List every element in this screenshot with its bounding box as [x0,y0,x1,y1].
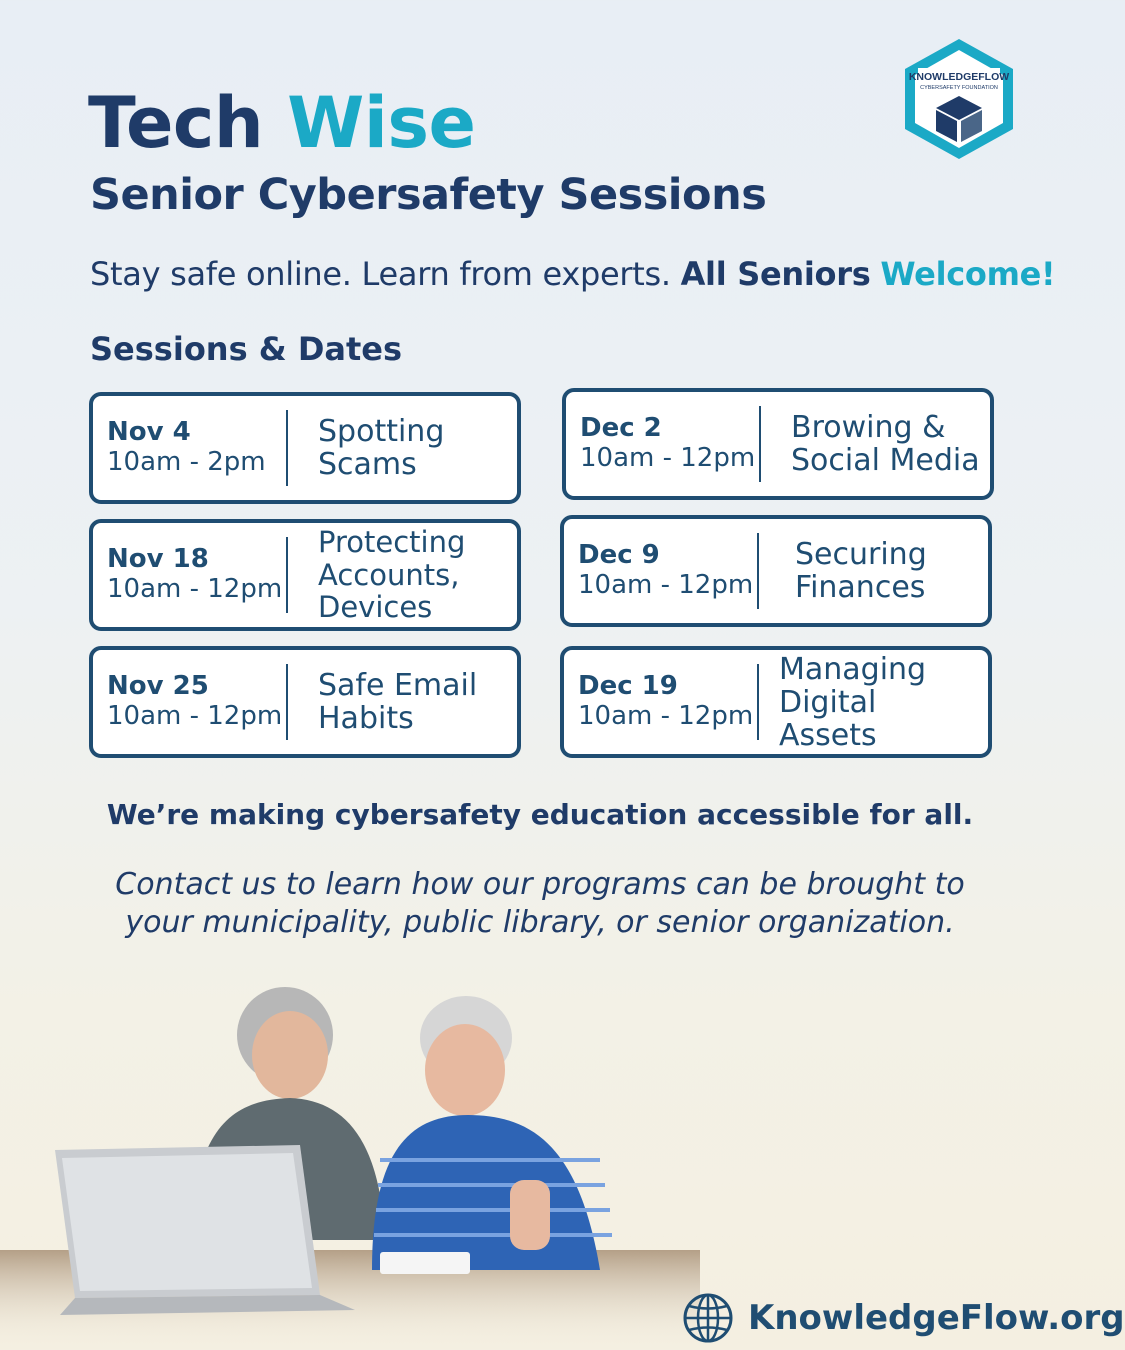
contact-line: Contact us to learn how our programs can be brought to [115,867,965,902]
knowledgeflow-logo [900,36,1018,162]
session-topic [288,415,517,481]
session-time: 10am - 2pm [107,447,266,477]
sessions-heading: Sessions & Dates [90,330,403,368]
session-time: 10am - 12pm [107,701,283,731]
session-topic-line: Protecting [318,524,466,559]
website-link[interactable]: KnowledgeFlow.org [748,1298,1125,1338]
title-accent: Wise [287,82,476,164]
session-topic [759,538,988,604]
session-when [93,410,288,486]
page-title [88,82,476,164]
session-when [566,406,761,482]
mission-statement: We’re making cybersafety education accessible for all. [106,798,974,831]
session-card [89,519,521,631]
session-date: Nov 25 [107,671,209,702]
session-date: Dec 2 [580,413,662,444]
tagline-text: Stay safe online. Learn from experts. [90,255,671,293]
globe-icon [682,1292,734,1344]
session-topic [761,411,990,477]
session-topic-line: Scams [318,447,417,482]
session-topic-line: Spotting [318,414,445,449]
tagline-bold: All Seniors [680,255,871,293]
session-topic [288,669,517,735]
session-topic-line: Finances [795,570,926,605]
seniors-laptop-photo [0,980,700,1350]
contact-text [0,866,1080,941]
session-time: 10am - 12pm [580,443,756,473]
page-subtitle: Senior Cybersafety Sessions [90,170,767,220]
session-card [560,646,992,758]
session-card [89,392,521,504]
session-date: Nov 18 [107,544,209,575]
session-time: 10am - 12pm [107,574,283,604]
session-topic-line: Social Media [791,443,980,478]
session-time: 10am - 12pm [578,701,754,731]
session-date: Dec 9 [578,540,660,571]
session-topic [759,653,988,752]
session-topic-line: Browing & [791,410,946,445]
session-when [93,664,288,740]
tagline [90,255,1055,293]
session-time: 10am - 12pm [578,570,754,600]
session-topic [288,526,517,624]
session-card [89,646,521,758]
session-date: Dec 19 [578,671,678,702]
session-topic-line: Securing [795,537,927,572]
session-when [564,664,759,740]
session-topic-line: Digital Assets [779,684,877,753]
session-topic-line: Devices [318,590,433,625]
logo-sub: CYBERSAFETY FOUNDATION [920,85,998,91]
session-when [564,533,759,609]
session-topic-line: Managing [779,651,927,687]
session-topic-line: Habits [318,701,414,736]
footer [682,1292,1125,1344]
contact-line: your municipality, public library, or senior organization. [125,904,955,940]
tagline-welcome: Welcome! [880,255,1056,293]
session-topic-line: Safe Email [318,668,478,703]
title-main: Tech [88,82,264,164]
session-when [93,537,288,613]
session-date: Nov 4 [107,417,191,448]
logo-name: KNOWLEDGEFLOW [908,71,1010,83]
session-topic-line: Accounts, [318,557,460,592]
session-card [562,388,994,500]
session-card [560,515,992,627]
